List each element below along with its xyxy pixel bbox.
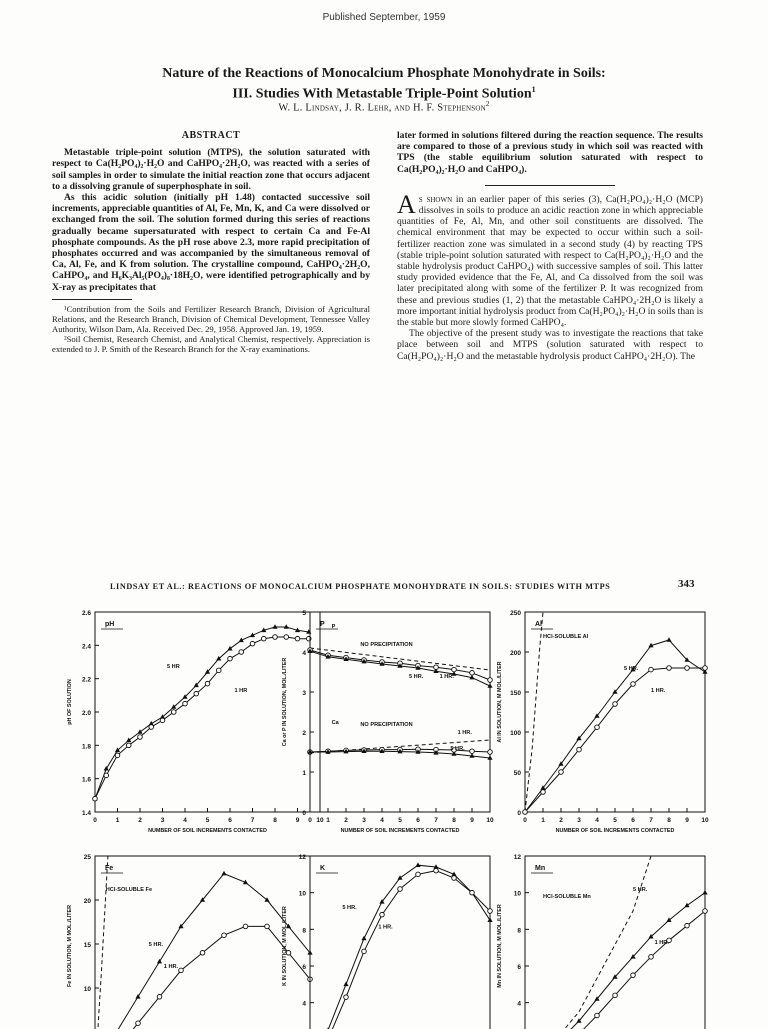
data-point [137,729,142,734]
footnote-1: ¹Contribution from the Soils and Fertilizer Research Branch, Division of Agricultural Relations, and the Research Branch, Division of Chemical Development, Tennessee Valley Authority, Wilson Dam, Ala. Received Dec. 29, 1958. Approved Jan. 19, 1959. [52,303,370,334]
publication-date: Published September, 1959 [322,12,446,23]
right-column [397,130,703,362]
series-annotation: 1 HR. [439,674,454,680]
x-tick-label: 8 [452,817,456,824]
authors: W. L. Lindsay, J. R. Lehr, and H. F. Stephenson$^2$ [278,100,490,114]
y-tick-label: 4 [517,1000,521,1008]
data-point [344,995,349,1000]
section-rule [485,185,615,186]
x-tick-label: 5 [613,817,617,824]
x-tick-label: 4 [380,817,384,824]
panel-label: P [320,621,325,628]
data-point [227,646,232,651]
data-point [684,903,689,908]
data-point [649,955,654,960]
data-point [126,743,131,748]
data-point [221,871,226,876]
y-tick-label: 2 [302,730,306,737]
series-annotation: 1 HR. [651,688,666,694]
chart-svg [282,608,500,848]
data-point [136,1021,141,1026]
series-annotation: 5 HR. [148,942,164,949]
data-point [470,749,475,754]
series-line [525,612,543,812]
data-point [415,862,420,867]
x-tick-label: 4 [595,817,599,824]
data-point [104,773,109,778]
data-point [667,666,672,671]
abstract-heading: ABSTRACT [181,130,241,141]
article-title [60,66,708,103]
title-line-2: III. Studies With Metastable Triple-Point Solution$^1$ [232,85,536,102]
chart-p-ca [282,608,500,853]
data-point [666,637,671,642]
x-tick-label: 9 [685,817,689,824]
data-point [685,923,690,928]
data-point [541,790,546,795]
y-axis-label: Ca or P IN SOLUTION, MOL./LITER [282,657,288,747]
data-point [362,949,367,954]
series-annotation: 5 HR. [450,746,465,752]
x-tick-label: 8 [273,817,277,824]
data-point [157,995,162,1000]
series-line [525,893,705,1029]
y-tick-label: 10 [83,986,91,993]
x-axis-label: NUMBER OF SOIL INCREMENTS CONTACTED [340,828,460,834]
data-point [703,666,708,671]
x-tick-label: 0 [93,817,97,824]
y-tick-label: 1.4 [81,810,91,817]
series-annotation: 1 HR [234,688,248,694]
data-point [631,682,636,687]
series-annotation: HCl-SOLUBLE Al [543,634,589,640]
y-tick-label: 0 [517,810,521,817]
series-annotation: NO PRECIPITATION [360,642,413,648]
data-point [702,890,707,895]
data-point [171,710,176,715]
data-point [380,912,385,917]
chart-svg [60,852,320,1024]
series-line [95,637,309,799]
data-point [452,876,457,881]
x-axis-label: NUMBER OF SOIL INCREMENTS CONTACTED [555,828,675,834]
data-point [343,982,348,987]
data-point [397,875,402,880]
data-point [523,810,528,815]
x-tick-label: 0 [308,817,312,824]
data-point [398,887,403,892]
y-axis-label: Mn IN SOLUTION, M MOL./LITER [497,904,503,988]
data-point [470,671,475,676]
x-tick-label: 6 [228,817,232,824]
data-point [488,678,493,683]
x-tick-label: 3 [362,817,366,824]
data-point [559,770,564,775]
chart-mn [497,852,710,1029]
chart-fe [60,852,320,1029]
footnote-rule [52,299,132,300]
y-tick-label: 2.2 [81,676,91,684]
x-tick-label: 10 [486,817,494,824]
series-annotation: HCl-SOLUBLE Mn [543,893,591,900]
x-tick-label: 1 [326,817,330,824]
x-tick-label: 7 [250,817,255,824]
x-tick-label: 7 [649,817,653,824]
y-tick-label: 3 [302,690,306,697]
x-tick-label: 2 [138,817,142,824]
data-point [685,666,690,671]
x-tick-label: 3 [160,817,165,824]
x-tick-label: 1 [541,817,545,824]
data-point [250,641,255,646]
data-point [649,667,654,672]
x-tick-label: 9 [470,817,474,824]
y-tick-label: 15 [83,942,91,949]
y-tick-label: 12 [298,854,306,861]
x-tick-label: 6 [416,817,420,824]
series-annotation: NO PRECIPITATION [360,722,413,728]
data-point [666,917,671,922]
panel-label: Mn [535,865,546,872]
data-point [179,968,184,973]
data-point [595,1013,600,1018]
data-point [261,636,266,641]
data-point [205,681,210,686]
y-axis-label: Al IN SOLUTION, M MOL./LITER [497,661,503,743]
series-annotation: P [331,624,336,630]
chart-svg [282,852,500,1024]
series-annotation: 1 HR. [457,730,472,736]
x-tick-label: 2 [559,817,563,824]
x-tick-label: 5 [205,817,210,824]
y-axis-label: K IN SOLUTION, M MOL./LITER [282,906,288,986]
series-annotation: 1 HR. [163,964,179,971]
y-tick-label: 100 [510,730,521,737]
x-tick-label: 2 [344,817,348,824]
y-tick-label: 2.0 [81,710,91,717]
abstract-paragraph: As this acidic solution (initially pH 1.48) contacted successive soil increments, appreciable quantities of Al, Fe, Mn, K, and Ca were dissolved or exchanged from the soil. The solution formed during this series of reactions gradually became supersaturated with respect to certain Ca and Fe-Al phosphate compounds. As the pH rose above 2.3, more rapid precipitation of phosphates occurred and was accompanied by the simultaneous removal of Ca, Al, Fe, and K from solution. The crystalline compound, CaHPO₄·2H₂O, CaHPO₄, and H₆K₃Al₅(PO₄)₈·18H₂O, were identified petrographically and by X-ray as precipitates that [52,192,370,293]
x-tick-label: 5 [398,817,402,824]
series-annotation: 5 HR. [409,674,424,680]
data-point [228,656,233,661]
data-point [239,650,244,655]
y-tick-label: 10 [298,890,306,898]
plot-frame [95,856,310,1029]
series-annotation: 5 HR. [633,887,648,894]
series-line [525,640,705,812]
y-tick-label: 12 [513,854,521,861]
y-tick-label: 2.6 [81,610,91,617]
dropcap: A [397,189,416,219]
running-head: LINDSAY ET AL.: REACTIONS OF MONOCALCIUM PHOSPHATE MONOHYDRATE IN SOILS: STUDIES WITH MTPS [110,582,611,591]
data-point [93,796,98,801]
chart-svg [497,608,710,848]
abstract-continuation: later formed in solutions filtered during the reaction sequence. The results are compared to those of a previous study in which soil was reacted with TPS (the stable equilibrium solution saturated with respect to Ca(H₂PO₄)₂·H₂O and CaHPO₄). [397,130,703,175]
y-tick-label: 8 [517,927,521,935]
x-tick-label: 3 [577,817,581,824]
title-footnote-marker: 1 [531,85,536,94]
chart-al [497,608,710,853]
y-tick-label: 10 [513,890,521,898]
data-point [183,701,188,706]
data-point [160,718,165,723]
y-tick-label: 5 [302,610,306,617]
series-annotation: 5 HR. [624,666,639,672]
y-tick-label: 1.8 [81,743,91,751]
y-tick-label: 250 [510,610,521,617]
y-axis-label: pH OF SOLUTION [67,679,73,725]
y-tick-label: 1.6 [81,776,91,784]
title-line-1: Nature of the Reactions of Monocalcium Phosphate Monohydrate in Soils: [162,66,606,81]
series-line [525,911,705,1029]
series-annotation: HCl-SOLUBLE Fe [105,887,153,894]
chart-k [282,852,500,1029]
series-line [95,856,108,1029]
data-point [416,872,421,877]
data-point [361,936,366,941]
data-point [470,890,475,895]
footnote-2: ²Soil Chemist, Research Chemist, and Analytical Chemist, respectively. Appreciation is extended to J. P. Smith of the Research Branch for the X-ray examinations. [52,333,370,354]
data-point [595,725,600,730]
y-tick-label: 25 [83,854,91,861]
x-tick-label: 4 [183,817,187,824]
series-annotation: 5 HR [167,664,180,670]
data-point [613,702,618,707]
data-point [703,909,708,914]
data-point [273,635,278,640]
y-tick-label: 50 [513,770,521,777]
data-point [126,738,131,743]
x-tick-label: 1 [115,817,120,824]
data-point [222,933,227,938]
data-point [200,951,205,956]
data-point [216,668,221,673]
data-point [138,735,143,740]
series-line [310,871,490,1029]
data-point [194,691,199,696]
data-point [613,993,618,998]
data-point [115,753,120,758]
series-annotation: 1 HR. [654,940,669,946]
data-point [488,909,493,914]
series-line [525,856,651,1029]
y-tick-label: 200 [510,650,521,657]
x-tick-label: 7 [434,817,438,824]
x-tick-label: 10 [316,817,324,824]
data-point [284,635,289,640]
data-point [577,747,582,752]
footnotes [52,304,370,354]
page-number: 343 [678,578,695,590]
x-tick-label: 10 [701,817,709,824]
data-point [149,725,154,730]
y-tick-label: 0 [302,810,306,817]
y-axis-label: Fe IN SOLUTION, M MOL./LITER [67,904,73,988]
panel-label: Al [535,621,542,628]
data-point [488,750,493,755]
y-tick-label: 6 [302,964,306,971]
series-annotation: 5 HR. [342,904,357,911]
panel-label: pH [105,621,115,628]
x-tick-label: 6 [631,817,635,824]
plot-frame [310,856,490,1029]
x-axis-label: NUMBER OF SOIL INCREMENTS CONTACTED [148,828,267,834]
panel-label: Fe [105,865,114,872]
intro-paragraph-2: The objective of the present study was to investigate the reactions that take place between soil and MTPS (solution saturated with respect to Ca(H₂PO₄)₂·H₂O and the metastable hydrolysis product CaHPO₄·2H₂O). The [397,328,703,362]
abstract-paragraph: Metastable triple-point solution (MTPS), the solution saturated with respect to Ca(H₂PO₄)₂·H₂O and CaHPO₄·2H₂O, was reacted with a series of soil samples in order to simulate the initial reaction zone that occurs adjacent to a dissolving granule of superphosphate in soil. [52,147,370,192]
data-point [631,973,636,978]
intro-paragraph-1: As shown in an earlier paper of this series (3), Ca(H₂PO₄)₂·H₂O (MCP) dissolves in soils to produce an acidic reaction zone in which appreciable quantities of Fe, Al, Mn, and other soil constituents are dissolved. The chemical environment that may be expected to occur within such a soil-fertilizer reaction zone was simulated in a second study (4) by reacting TPS (stable triple-point solution saturated with respect to Ca(H₂PO₄)₂·H₂O and the stable hydrolysis product CaHPO₄) with successive samples of soil. This latter study provided evidence that the Fe, Al, and Ca dissolved from the soil was later precipitated along with some of the fertilizer P. It was recognized from these and previous studies (1, 2) that the metastable CaHPO₄·2H₂O is likely a more important initial hydrolysis product from Ca(H₂PO₄)₂·H₂O in soils than is the stable but more slowly formed CaHPO₄. [397,189,703,329]
series-annotation: Ca [331,720,339,726]
y-tick-label: 8 [302,927,306,935]
data-point [243,924,248,929]
left-column [52,130,370,354]
data-point [265,924,270,929]
x-tick-label: 0 [523,817,527,824]
x-tick-label: 9 [295,817,300,824]
panel-label: K [320,865,326,872]
series-line [95,627,309,799]
y-tick-label: 20 [83,898,91,905]
y-tick-label: 2.4 [81,643,91,651]
series-annotation: 1 HR. [378,924,393,931]
x-tick-label: 8 [667,817,671,824]
y-tick-label: 1 [302,770,306,777]
chart-svg [497,852,710,1024]
y-tick-label: 4 [302,650,306,657]
plot-frame [525,856,705,1029]
y-tick-label: 6 [517,964,521,971]
y-tick-label: 4 [302,1000,306,1008]
y-tick-label: 150 [510,690,521,697]
data-point [434,868,439,873]
